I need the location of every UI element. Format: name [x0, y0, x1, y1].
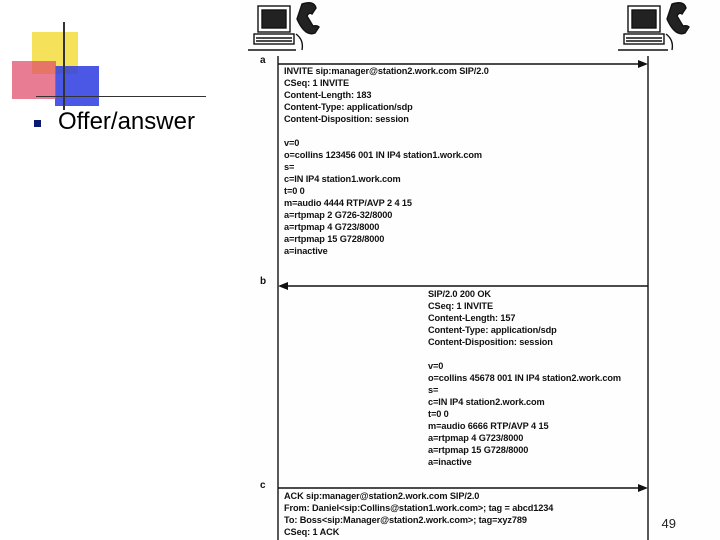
label-b: b — [260, 276, 267, 287]
message-a-headers: INVITE sip:manager@station2.work.com SIP/2.0 CSeq: 1 INVITE Content-Length: 183 Content-Type: application/sdp Content-Disposition: session — [284, 66, 489, 124]
message-c-headers: ACK sip:manager@station2.work.com SIP/2.0 From: Daniel<sip:Collins@station1.work.com>; tag = abcd1234 To: Boss<sip:Manager@station2.work.com>; tag=xyz789 CSeq: 1 ACK — [284, 491, 554, 537]
decor-blue-square — [55, 66, 99, 106]
decor-horizontal-line — [36, 96, 206, 97]
message-b-headers: SIP/2.0 200 OK CSeq: 1 INVITE Content-Length: 157 Content-Type: application/sdp Content-Disposition: session — [428, 289, 557, 347]
decor-red-square — [12, 61, 56, 99]
arrowhead-a — [638, 60, 648, 68]
slide-number: 49 — [661, 516, 676, 531]
computer-phone-icon-right — [618, 3, 689, 50]
computer-phone-icon-left — [248, 3, 319, 50]
bullet-marker — [34, 120, 41, 127]
arrowhead-c — [638, 484, 648, 492]
message-a-sdp-body: v=0 o=collins 123456 001 IN IP4 station1.work.com s= c=IN IP4 station1.work.com t=0 0 m=audio 4444 RTP/AVP 2 4 15 a=rtpmap 2 G726-32/8000 a=rtpmap 4 G723/8000 a=rtpmap 15 G728/8000 a=inactive — [284, 138, 482, 256]
message-b-sdp-body: v=0 o=collins 45678 001 IN IP4 station2.work.com s= c=IN IP4 station2.work.com t=0 0 m=audio 6666 RTP/AVP 4 15 a=rtpmap 4 G723/8000 a=rtpmap 15 G728/8000 a=inactive — [428, 361, 621, 467]
arrowhead-b — [278, 282, 288, 290]
sip-sequence-diagram — [240, 0, 720, 540]
bullet-text: Offer/answer — [58, 108, 195, 135]
label-a: a — [260, 55, 266, 66]
label-c: c — [260, 480, 266, 491]
